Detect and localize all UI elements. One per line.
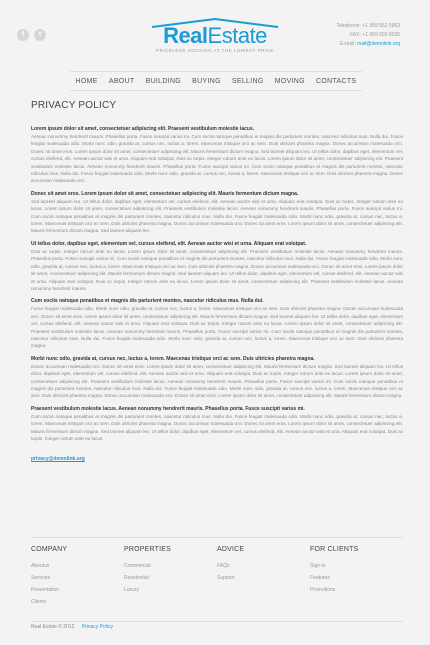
- policy-section: [31, 356, 403, 400]
- policy-section: [31, 406, 403, 443]
- footer-link[interactable]: FAQs: [217, 563, 230, 569]
- footer-link[interactable]: Support: [217, 575, 235, 581]
- section-body: Aenean nonummy hendrerit mauris. Phasellus porta. Fusce suscipit varius mi. Cum sociis natoque penatibus et magnis dis parturient montes, nascetur ridiculus mus. Nulla dui. Fusce feugiat malesuada odio. Morbi nunc odio, gravida at, cursus nec, luctus a, lorem. Maecenas tristique orci ac sem. Duis ultricies pharetra magna. Donec accumsan malesuada orci. Donec sit amet eros. Lorem ipsum dolor sit amet, consectetuer adipiscing elit. Mauris fermentum dictum magna. Sed laoreet aliquam leo. Ut tellus dolor, dapibus eget, elementum vel, cursus eleifend, elit. Aenean auctor wisi et urna. Aliquam erat volutpat. Duis ac turpis. Integer rutrum ante eu lacus. Lorem ipsum dolor sit amet, consectetuer adipiscing elit. Praesent vestibulum molestie lacus. Aenean nonummy hendrerit mauris. Phasellus porta. Fusce suscipit varius mi. Cum sociis natoque penatibus et magnis dis parturient montes, nascetur ridiculus mus. Nulla dui. Fusce feugiat malesuada odio. Morbi nunc odio, gravida at, cursus nec, luctus a, lorem. Maecenas tristique orci ac sem. Duis ultricies pharetra magna. Donec accumsan malesuada orci.: [31, 134, 403, 184]
- section-body: Cum sociis natoque penatibus et magnis dis parturient montes, nascetur ridiculus mus. Nulla dui. Fusce feugiat malesuada odio. Morbi nunc odio, gravida at, cursus nec, luctus a, lorem. Maecenas tristique orci ac sem. Duis ultricies pharetra magna. Donec accumsan malesuada orci. Donec sit amet eros. Lorem ipsum dolor sit amet, consectetuer adipiscing elit. Mauris fermentum dictum magna. Sed laoreet aliquam leo. Ut tellus dolor, dapibus eget, elementum vel, cursus eleifend, elit. Aenean auctor wisi et urna. Aliquam erat volutpat. Duis ac turpis. Integer rutrum ante eu lacus.: [31, 413, 403, 441]
- policy-section: [31, 191, 403, 235]
- roof-icon: [148, 18, 282, 27]
- contact-phone: Telephone: +1 959 552 5963: [336, 23, 400, 29]
- site-footer: [31, 546, 403, 608]
- footer-link[interactable]: Services: [31, 575, 51, 581]
- logo-word-real: Real: [163, 23, 208, 48]
- footer-col-properties: [124, 546, 217, 608]
- contact-fax: FAX: +1 959 603 6035: [350, 32, 400, 38]
- footer-heading: ADVICE: [217, 546, 245, 553]
- footer-link[interactable]: Luxury: [124, 587, 140, 593]
- copyright-text: Real Estate © 2012: [31, 624, 75, 630]
- section-body: Sed laoreet aliquam leo. Ut tellus dolor, dapibus eget, elementum vel, cursus eleifend, elit. Aenean auctor wisi et urna. Aliquam erat volutpat. Duis ac turpis. Integer rutrum ante eu lacus. Lorem ipsum dolor sit amet, consectetuer adipiscing elit. Praesent vestibulum molestie lacus. Aenean nonummy hendrerit mauris. Phasellus porta. Fusce suscipit varius mi. Cum sociis natoque penatibus et magnis dis parturient montes, nascetur ridiculus mus. Nulla dui. Fusce feugiat malesuada odio. Morbi nunc odio, gravida at, cursus nec, luctus a, lorem. Maecenas tristique orci ac sem. Duis ultricies pharetra magna. Donec accumsan malesuada orci. Donec sit amet eros. Lorem ipsum dolor sit amet, consectetuer adipiscing elit. Mauris fermentum dictum magna. Sed laoreet aliquam leo.: [31, 198, 403, 234]
- main-nav: [70, 71, 362, 91]
- social-links: [17, 29, 46, 41]
- footer-heading: FOR CLIENTS: [310, 546, 359, 553]
- contact-info: [336, 22, 400, 49]
- nav-buying[interactable]: BUYING: [192, 77, 221, 85]
- main-content: [31, 100, 403, 462]
- footer-heading: COMPANY: [31, 546, 68, 553]
- footer-link[interactable]: Commercial: [124, 563, 151, 569]
- nav-home[interactable]: HOME: [75, 77, 98, 85]
- nav-moving[interactable]: MOVING: [274, 77, 305, 85]
- footer-col-for-clients: [310, 546, 403, 608]
- page-title: PRIVACY POLICY: [31, 100, 117, 111]
- footer-col-company: [31, 546, 124, 608]
- nav-building[interactable]: BUILDING: [145, 77, 182, 85]
- section-lead: Praesent vestibulum molestie lacus. Aenean nonummy hendrerit mauris. Phasellus porta. Fusce suscipit varius mi.: [31, 405, 305, 412]
- facebook-icon[interactable]: f: [17, 29, 29, 41]
- logo-tagline: PRICELESS HOUSING AT THE LOWEST PRICE: [156, 48, 274, 53]
- footer-link[interactable]: Aboutus: [31, 563, 50, 569]
- contact-email-row: [336, 40, 400, 49]
- section-body: Fusce feugiat malesuada odio. Morbi nunc odio, gravida at, cursus nec, luctus a, lorem. Maecenas tristique orci ac sem. Duis ultricies pharetra magna. Donec accumsan malesuada orci. Donec sit amet eros. Lorem ipsum dolor sit amet, consectetuer adipiscing elit. Mauris fermentum dictum magna. Sed laoreet aliquam leo. Ut tellus dolor, dapibus eget, elementum vel, cursus eleifend, elit. Aenean auctor wisi et urna. Aliquam erat volutpat. Duis ac turpis. Integer rutrum ante eu lacus. Lorem ipsum dolor sit amet, consectetuer adipiscing elit. Praesent vestibulum molestie lacus. Aenean nonummy hendrerit mauris. Phasellus porta. Fusce suscipit varius mi. Cum sociis natoque penatibus et magnis dis parturient montes, nascetur ridiculus mus. Nulla dui. Fusce feugiat malesuada odio. Morbi nunc odio, gravida at, cursus nec, luctus a, lorem. Maecenas tristique orci ac sem. Duis ultricies pharetra magna.: [31, 306, 403, 349]
- nav-about[interactable]: ABOUT: [108, 77, 135, 85]
- footer-divider: [31, 537, 403, 538]
- copyright-divider: [31, 621, 403, 622]
- section-body: Donec accumsan malesuada orci. Donec sit amet eros. Lorem ipsum dolor sit amet, consectetuer adipiscing elit. Mauris fermentum dictum magna. Sed laoreet aliquam leo. Ut tellus dolor, dapibus eget, elementum vel, cursus eleifend, elit. Aenean auctor wisi et urna. Aliquam erat volutpat. Duis ac turpis. Integer rutrum ante eu lacus. Lorem ipsum dolor sit amet, consectetuer adipiscing elit. Praesent vestibulum molestie lacus. Aenean nonummy hendrerit mauris. Phasellus porta. Fusce suscipit varius mi. Cum sociis natoque penatibus et magnis dis parturient montes, nascetur ridiculus mus. Nulla dui. Fusce feugiat malesuada odio. Morbi nunc odio, gravida at, cursus nec, luctus a, lorem. Maecenas tristique orci ac sem. Duis ultricies pharetra magna. Donec accumsan malesuada orci. Donec sit amet eros. Lorem ipsum dolor sit amet, consectetuer adipiscing elit. Mauris fermentum dictum magna.: [31, 363, 403, 399]
- logo-word-estate: Estate: [207, 23, 267, 48]
- section-lead: Ut tellus dolor, dapibus eget, elementum vel, cursus eleifend, elit. Aenean auctor wisi et urna. Aliquam erat volutpat.: [31, 240, 307, 247]
- footer-link[interactable]: Residential: [124, 575, 149, 581]
- footer-link[interactable]: Promotions: [310, 587, 336, 593]
- footer-heading: PROPERTIES: [124, 546, 171, 553]
- section-lead: Cum sociis natoque penatibus et magnis dis parturient montes, nascetur ridiculus mus. Nulla dui.: [31, 298, 264, 305]
- copyright-bar: [31, 624, 113, 630]
- twitter-icon[interactable]: t: [34, 29, 46, 41]
- contact-email-label: E-mail:: [340, 41, 356, 47]
- footer-link[interactable]: Clients: [31, 599, 47, 605]
- section-body: Duis ac turpis. Integer rutrum ante eu lacus. Lorem ipsum dolor sit amet, consectetuer adipiscing elit. Praesent vestibulum molestie lacus. Aenean nonummy hendrerit mauris. Phasellus porta. Fusce suscipit varius mi. Cum sociis natoque penatibus et magnis dis parturient montes, nascetur ridiculus mus. Nulla dui. Fusce feugiat malesuada odio. Morbi nunc odio, gravida at, cursus nec, luctus a, lorem. Maecenas tristique orci ac sem. Duis ultricies pharetra magna. Donec accumsan malesuada orci. Donec sit amet eros. Lorem ipsum dolor sit amet, consectetuer adipiscing elit. Mauris fermentum dictum magna. Sed laoreet aliquam leo. Ut tellus dolor, dapibus eget, elementum vel, cursus eleifend, elit. Aenean auctor wisi et urna. Aliquam erat volutpat. Duis ac turpis. Integer rutrum ante eu lacus. Lorem ipsum dolor sit amet, consectetuer adipiscing elit. Praesent vestibulum molestie lacus. Aenean nonummy hendrerit mauris.: [31, 248, 403, 291]
- site-header: [0, 0, 430, 66]
- footer-link[interactable]: Presentation: [31, 587, 60, 593]
- section-lead: Morbi nunc odio, gravida at, cursus nec, luctus a, lorem. Maecenas tristique orci ac sem. Duis ultricies pharetra magna.: [31, 355, 315, 362]
- footer-link[interactable]: Features: [310, 575, 330, 581]
- policy-section: [31, 298, 403, 349]
- logo-wordmark: [148, 25, 282, 47]
- footer-col-advice: [217, 546, 310, 608]
- policy-section: [31, 241, 403, 292]
- nav-contacts[interactable]: CONTACTS: [316, 77, 357, 85]
- nav-selling[interactable]: SELLING: [231, 77, 264, 85]
- site-logo[interactable]: [148, 18, 282, 53]
- policy-section: [31, 126, 403, 185]
- section-lead: Donec sit amet eros. Lorem ipsum dolor sit amet, consectetuer adipiscing elit. Mauris fermentum dictum magna.: [31, 190, 299, 197]
- privacy-policy-link[interactable]: Privacy Policy: [81, 624, 113, 630]
- privacy-email-link[interactable]: privacy@demolink.org: [31, 456, 85, 463]
- footer-link[interactable]: Sign-in: [310, 563, 326, 569]
- section-lead: Lorem ipsum dolor sit amet, consectetuer adipiscing elit. Praesent vestibulum molestie lacus.: [31, 126, 255, 132]
- contact-email-link[interactable]: mail@demolink.org: [357, 41, 400, 47]
